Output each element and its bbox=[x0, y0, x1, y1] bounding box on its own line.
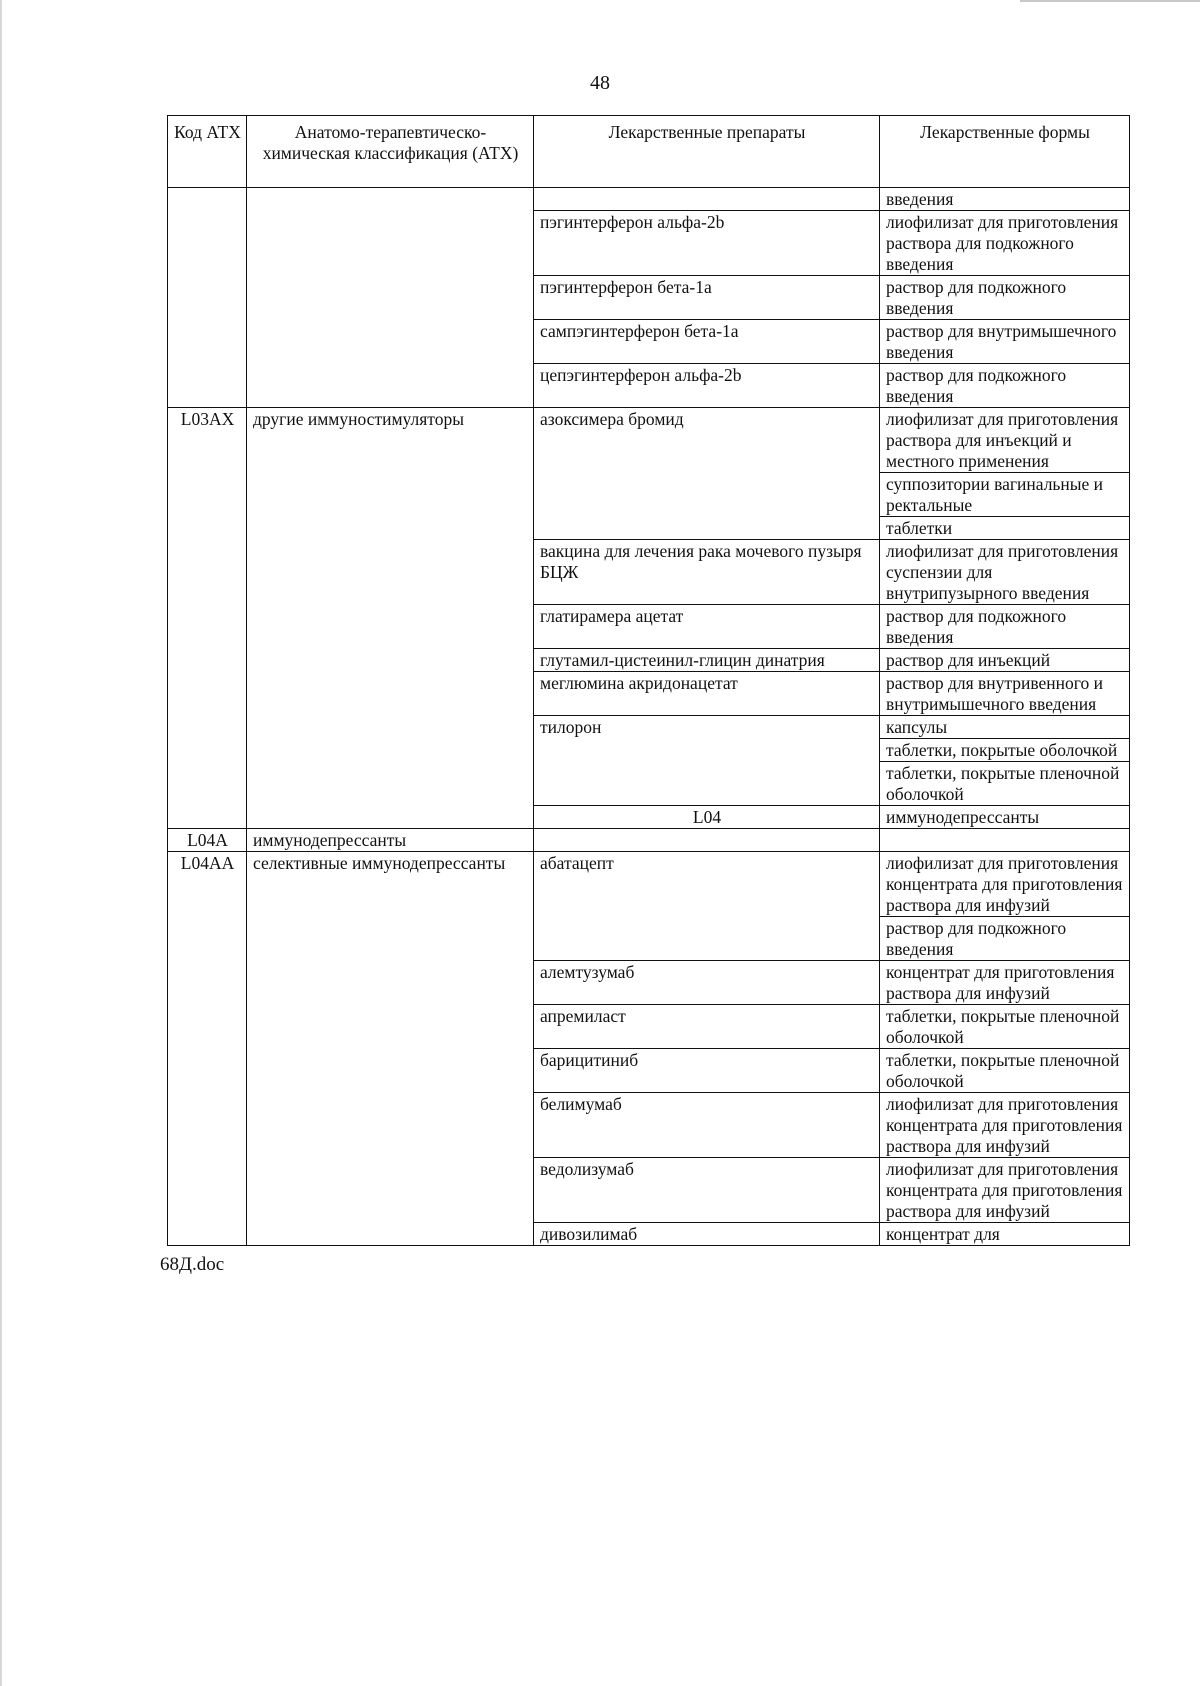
form-cell: концентрат для приготовления раствора для инфузий bbox=[880, 961, 1130, 1005]
header-classification: Анатомо-терапевтическо-химическая классификация (АТХ) bbox=[247, 116, 534, 188]
code-cell: L04AA bbox=[168, 852, 247, 1246]
drug-cell: меглюмина акридонацетат bbox=[534, 672, 880, 716]
classification-cell: селективные иммунодепрессанты bbox=[247, 852, 534, 1246]
code-cell-empty bbox=[168, 188, 247, 408]
form-cell: суппозитории вагинальные и ректальные bbox=[880, 473, 1130, 517]
form-cell: таблетки, покрытые пленочной оболочкой bbox=[880, 1049, 1130, 1093]
form-cell: концентрат для bbox=[880, 1223, 1130, 1246]
drug-cell: глатирамера ацетат bbox=[534, 605, 880, 649]
form-cell: лиофилизат для приготовления концентрата для приготовления раствора для инфузий bbox=[880, 1093, 1130, 1158]
drug-cell: пэгинтерферон бета-1a bbox=[534, 276, 880, 320]
drug-cell: тилорон bbox=[534, 716, 880, 806]
drug-cell: алемтузумаб bbox=[534, 961, 880, 1005]
form-cell: раствор для подкожного введения bbox=[880, 276, 1130, 320]
drug-cell: глутамил-цистеинил-глицин динатрия bbox=[534, 649, 880, 672]
form-cell: раствор для внутривенного и внутримышечного введения bbox=[880, 672, 1130, 716]
drug-cell: пэгинтерферон альфа-2b bbox=[534, 211, 880, 276]
form-cell: таблетки, покрытые оболочкой bbox=[880, 739, 1130, 762]
drug-cell: дивозилимаб bbox=[534, 1223, 880, 1246]
drug-cell: сампэгинтерферон бета-1a bbox=[534, 320, 880, 364]
scan-edge-top bbox=[1020, 0, 1200, 2]
form-cell: лиофилизат для приготовления концентрата для приготовления раствора для инфузий bbox=[880, 852, 1130, 917]
drug-cell: абатацепт bbox=[534, 852, 880, 961]
page-number: 48 bbox=[590, 72, 610, 94]
form-cell-empty bbox=[880, 829, 1130, 852]
form-cell: лиофилизат для приготовления концентрата для приготовления раствора для инфузий bbox=[880, 1158, 1130, 1223]
table-row bbox=[168, 188, 1130, 211]
form-cell: раствор для внутримышечного введения bbox=[880, 320, 1130, 364]
table-row bbox=[168, 829, 1130, 852]
form-cell: раствор для инъекций bbox=[880, 649, 1130, 672]
table-header-row bbox=[168, 116, 1130, 188]
form-cell: таблетки, покрытые пленочной оболочкой bbox=[880, 762, 1130, 806]
classification-cell: иммунодепрессанты bbox=[247, 829, 534, 852]
form-cell: введения bbox=[880, 188, 1130, 211]
code-cell: L03AX bbox=[168, 408, 247, 829]
classification-cell: иммунодепрессанты bbox=[880, 806, 1130, 829]
atx-table bbox=[167, 115, 1130, 1246]
drug-cell: белимумаб bbox=[534, 1093, 880, 1158]
classification-cell: другие иммуностимуляторы bbox=[247, 408, 534, 829]
drug-cell: барицитиниб bbox=[534, 1049, 880, 1093]
header-forms: Лекарственные формы bbox=[880, 116, 1130, 188]
header-code: Код АТХ bbox=[168, 116, 247, 188]
drug-cell: азоксимера бромид bbox=[534, 408, 880, 540]
form-cell: лиофилизат для приготовления раствора для инъекций и местного применения bbox=[880, 408, 1130, 473]
drug-cell-empty bbox=[534, 188, 880, 211]
form-cell: раствор для подкожного введения bbox=[880, 605, 1130, 649]
code-cell: L04 bbox=[534, 806, 880, 829]
drug-cell-empty bbox=[534, 829, 880, 852]
form-cell: лиофилизат для приготовления суспензии для внутрипузырного введения bbox=[880, 540, 1130, 605]
table-row bbox=[168, 408, 1130, 473]
form-cell: таблетки, покрытые пленочной оболочкой bbox=[880, 1005, 1130, 1049]
form-cell: капсулы bbox=[880, 716, 1130, 739]
header-drugs: Лекарственные препараты bbox=[534, 116, 880, 188]
code-cell: L04A bbox=[168, 829, 247, 852]
drug-cell: вакцина для лечения рака мочевого пузыря БЦЖ bbox=[534, 540, 880, 605]
drug-cell: цепэгинтерферон альфа-2b bbox=[534, 364, 880, 408]
classification-cell-empty bbox=[247, 188, 534, 408]
form-cell: лиофилизат для приготовления раствора для подкожного введения bbox=[880, 211, 1130, 276]
table-row bbox=[168, 852, 1130, 917]
drug-cell: апремиласт bbox=[534, 1005, 880, 1049]
form-cell: раствор для подкожного введения bbox=[880, 917, 1130, 961]
scan-edge-left bbox=[0, 0, 2, 1686]
drug-cell: ведолизумаб bbox=[534, 1158, 880, 1223]
form-cell: таблетки bbox=[880, 517, 1130, 540]
form-cell: раствор для подкожного введения bbox=[880, 364, 1130, 408]
footer-filename: 68Д.doc bbox=[160, 1254, 225, 1275]
